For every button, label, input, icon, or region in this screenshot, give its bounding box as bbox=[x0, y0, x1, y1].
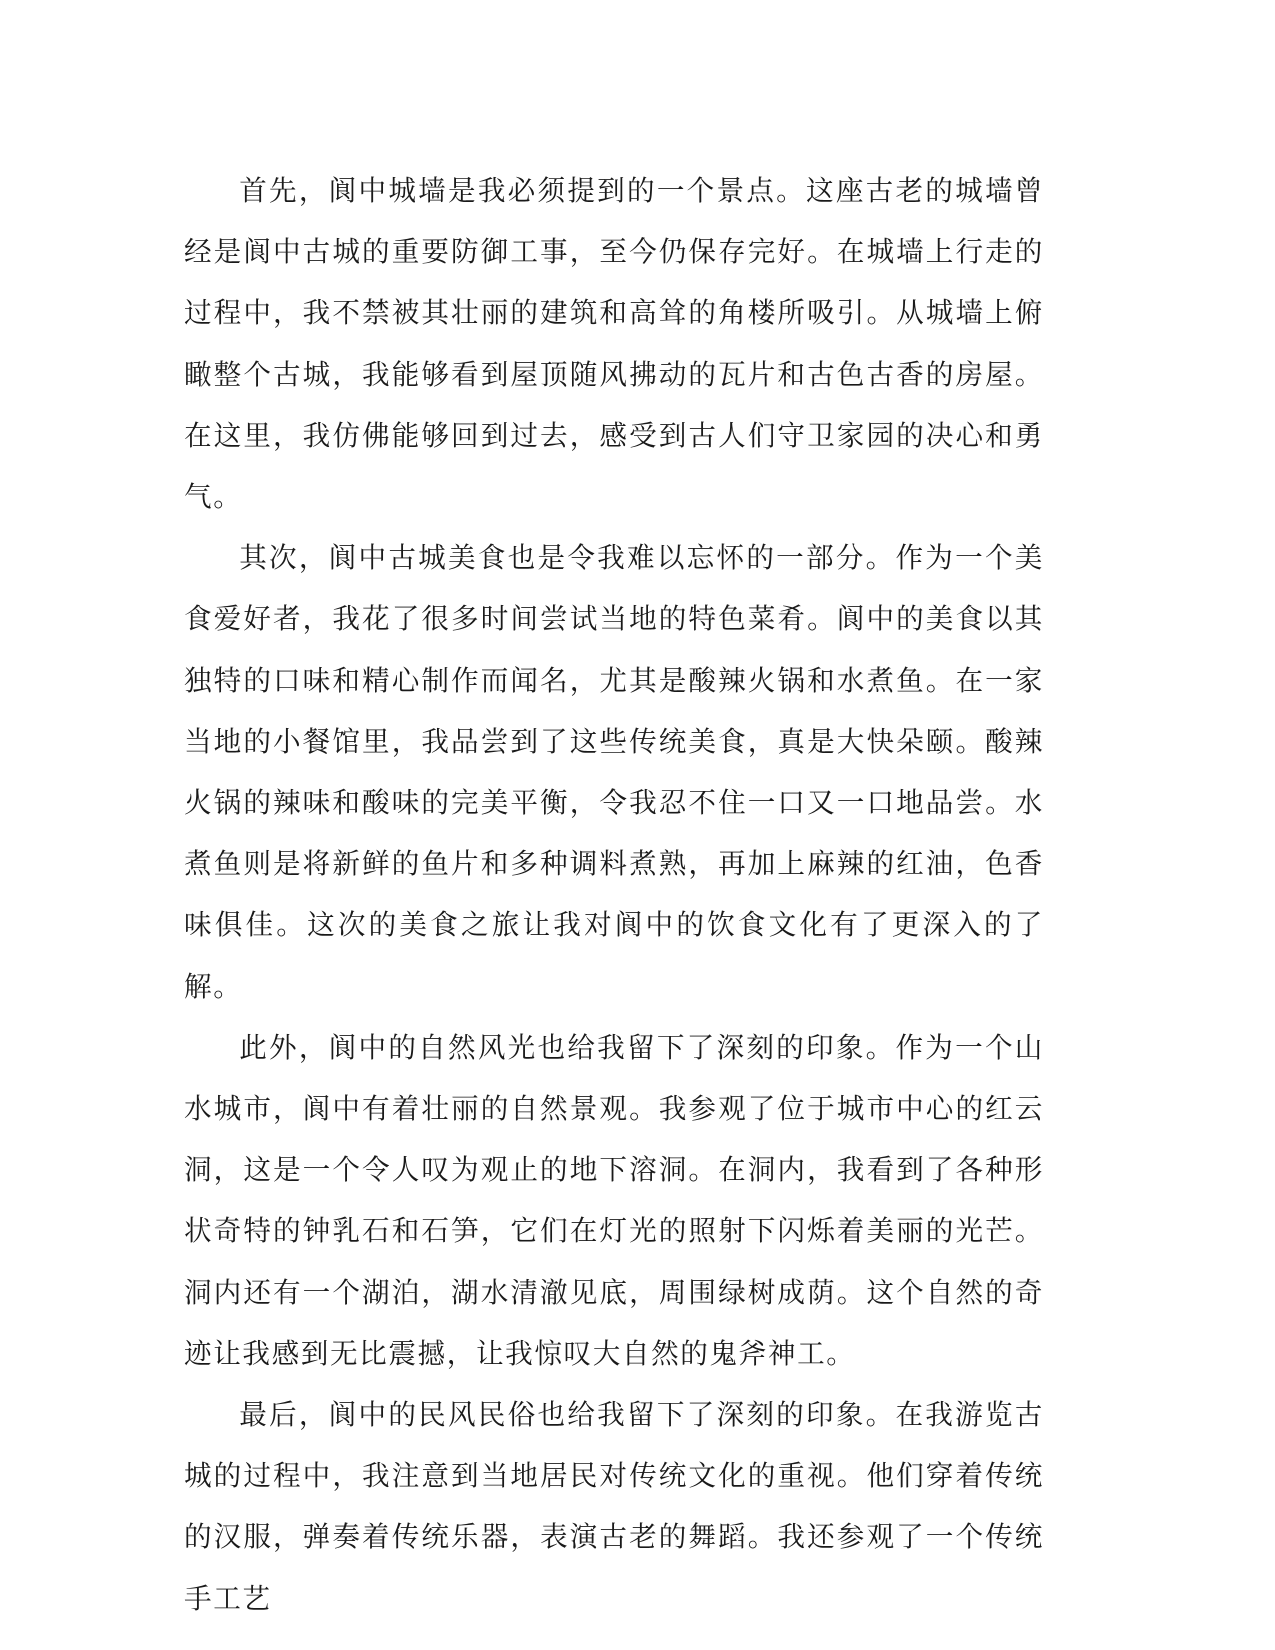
paragraph-local-food: 其次，阆中古城美食也是令我难以忘怀的一部分。作为一个美食爱好者，我花了很多时间尝试当地的特色菜肴。阆中的美食以其独特的口味和精心制作而闻名，尤其是酸辣火锅和水煮鱼。在一家当地的小餐馆里，我品尝到了这些传统美食，真是大快朵颐。酸辣火锅的辣味和酸味的完美平衡，令我忍不住一口又一口地品尝。水煮鱼则是将新鲜的鱼片和多种调料煮熟，再加上麻辣的红油，色香味俱佳。这次的美食之旅让我对阆中的饮食文化有了更深入的了解。 bbox=[184, 541, 1044, 1003]
document-body bbox=[184, 160, 1044, 1629]
paragraph-city-wall: 首先，阆中城墙是我必须提到的一个景点。这座古老的城墙曾经是阆中古城的重要防御工事，至今仍保存完好。在城墙上行走的过程中，我不禁被其壮丽的建筑和高耸的角楼所吸引。从城墙上俯瞰整个古城，我能够看到屋顶随风拂动的瓦片和古色古香的房屋。在这里，我仿佛能够回到过去，感受到古人们守卫家园的决心和勇气。 bbox=[184, 174, 1044, 514]
paragraph-natural-scenery: 此外，阆中的自然风光也给我留下了深刻的印象。作为一个山水城市，阆中有着壮丽的自然景观。我参观了位于城市中心的红云洞，这是一个令人叹为观止的地下溶洞。在洞内，我看到了各种形状奇特的钟乳石和石笋，它们在灯光的照射下闪烁着美丽的光芒。洞内还有一个湖泊，湖水清澈见底，周围绿树成荫。这个自然的奇迹让我感到无比震撼，让我惊叹大自然的鬼斧神工。 bbox=[184, 1030, 1044, 1370]
paragraph-folk-customs: 最后，阆中的民风民俗也给我留下了深刻的印象。在我游览古城的过程中，我注意到当地居民对传统文化的重视。他们穿着传统的汉服，弹奏着传统乐器，表演古老的舞蹈。我还参观了一个传统手工艺 bbox=[184, 1398, 1044, 1615]
